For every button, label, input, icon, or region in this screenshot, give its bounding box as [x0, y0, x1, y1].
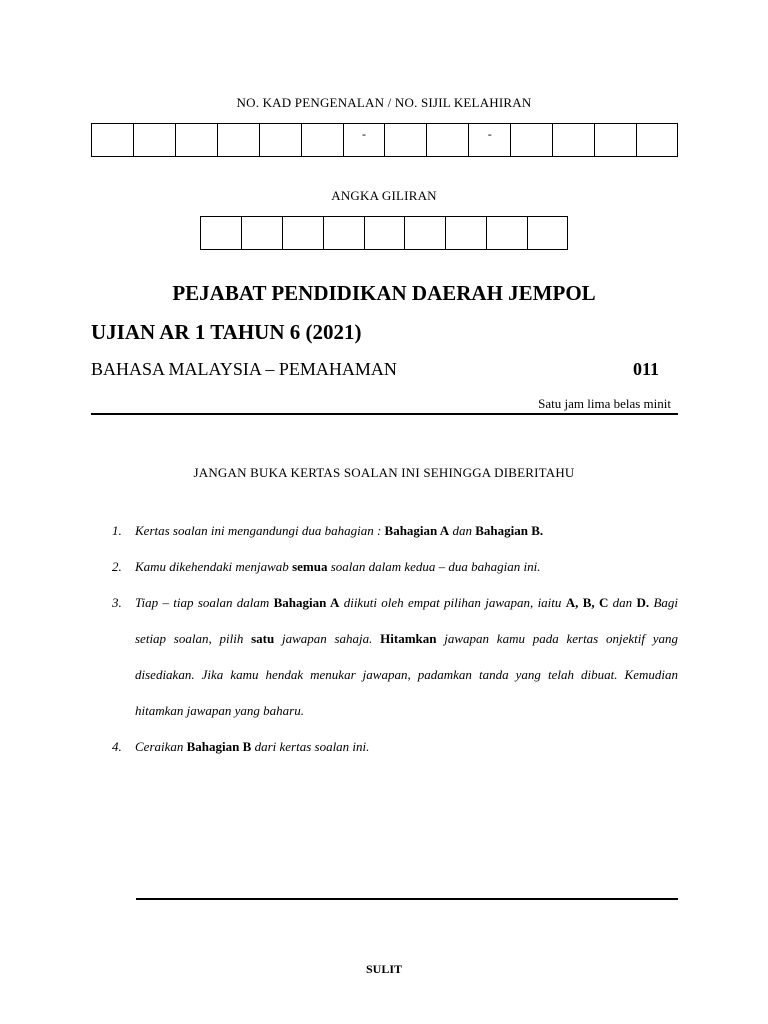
- id-number-box: [259, 123, 301, 157]
- candidate-number-box: [404, 216, 445, 250]
- id-number-box: [426, 123, 468, 157]
- instruction-emphasis: satu: [251, 631, 275, 646]
- instruction-item: [108, 513, 678, 549]
- instruction-text: jawapan kamu pada kertas onjektif yang disediakan. Jika kamu hendak menukar jawapan, padamkan tanda yang telah dibuat. Kemudian hitamkan jawapan yang baharu.: [135, 631, 678, 718]
- id-number-box: [552, 123, 594, 157]
- candidate-number-box: [527, 216, 568, 250]
- instruction-number: 4.: [112, 739, 122, 754]
- instruction-text: dari kertas soalan ini.: [251, 739, 370, 754]
- bottom-divider: [136, 898, 678, 900]
- instruction-number: 1.: [112, 523, 122, 538]
- header-divider: [91, 413, 678, 415]
- instruction-emphasis: Bahagian A: [384, 523, 450, 538]
- id-number-box: -: [343, 123, 385, 157]
- instruction-text: dan: [608, 595, 637, 610]
- instruction-number: 3.: [112, 595, 122, 610]
- instruction-emphasis: semua: [292, 559, 328, 574]
- instruction-emphasis: Bahagian B: [186, 739, 252, 754]
- instruction-emphasis: D.: [636, 595, 650, 610]
- candidate-number-box: [200, 216, 241, 250]
- instruction-text: Bagi setiap soalan, pilih: [135, 595, 679, 646]
- exam-title: UJIAN AR 1 TAHUN 6 (2021): [91, 320, 362, 344]
- instruction-text: Ceraikan: [135, 739, 187, 754]
- candidate-number-box: [323, 216, 364, 250]
- candidate-number-box: [241, 216, 282, 250]
- candidate-number-box: [282, 216, 323, 250]
- id-number-box: [217, 123, 259, 157]
- candidate-number-box: [445, 216, 486, 250]
- instruction-text: diikuti oleh empat pilihan jawapan, iaitu: [339, 595, 566, 610]
- candidate-number-box: [486, 216, 527, 250]
- office-title: PEJABAT PENDIDIKAN DAERAH JEMPOL: [172, 281, 596, 305]
- candidate-number-boxes: [200, 216, 568, 250]
- instruction-text: soalan dalam kedua – dua bahagian ini.: [327, 559, 541, 574]
- confidential-footer: SULIT: [365, 962, 403, 976]
- id-number-boxes: [91, 123, 678, 157]
- exam-duration: Satu jam lima belas minit: [538, 396, 671, 411]
- instruction-emphasis: Bahagian B.: [475, 523, 544, 538]
- id-number-box: [384, 123, 426, 157]
- id-number-box: [301, 123, 343, 157]
- instruction-text: jawapan sahaja.: [274, 631, 381, 646]
- id-number-box: [175, 123, 217, 157]
- instruction-emphasis: A, B, C: [565, 595, 609, 610]
- instruction-item: [108, 549, 678, 585]
- id-number-box: [133, 123, 175, 157]
- instruction-emphasis: Bahagian A: [273, 595, 340, 610]
- instruction-text: dan: [449, 523, 476, 538]
- candidate-number-box: [364, 216, 405, 250]
- instructions-list: [108, 513, 678, 765]
- instruction-item: [108, 729, 678, 765]
- id-number-label: NO. KAD PENGENALAN / NO. SIJIL KELAHIRAN: [236, 95, 532, 110]
- instruction-number: 2.: [112, 559, 122, 574]
- subject-code: 011: [633, 359, 660, 379]
- instruction-text: Kertas soalan ini mengandungi dua bahagian :: [135, 523, 385, 538]
- id-number-box: [594, 123, 636, 157]
- id-number-box: [510, 123, 552, 157]
- instruction-item: [108, 585, 678, 729]
- subject-name: BAHASA MALAYSIA – PEMAHAMAN: [91, 359, 397, 379]
- id-number-box: [91, 123, 133, 157]
- warning-notice: JANGAN BUKA KERTAS SOALAN INI SEHINGGA DIBERITAHU: [193, 465, 575, 480]
- candidate-number-label: ANGKA GILIRAN: [331, 188, 437, 203]
- instruction-emphasis: Hitamkan: [380, 631, 437, 646]
- id-number-box: [636, 123, 678, 157]
- instruction-text: Kamu dikehendaki menjawab: [135, 559, 293, 574]
- instruction-text: Tiap – tiap soalan dalam: [135, 595, 274, 610]
- id-number-box: -: [468, 123, 510, 157]
